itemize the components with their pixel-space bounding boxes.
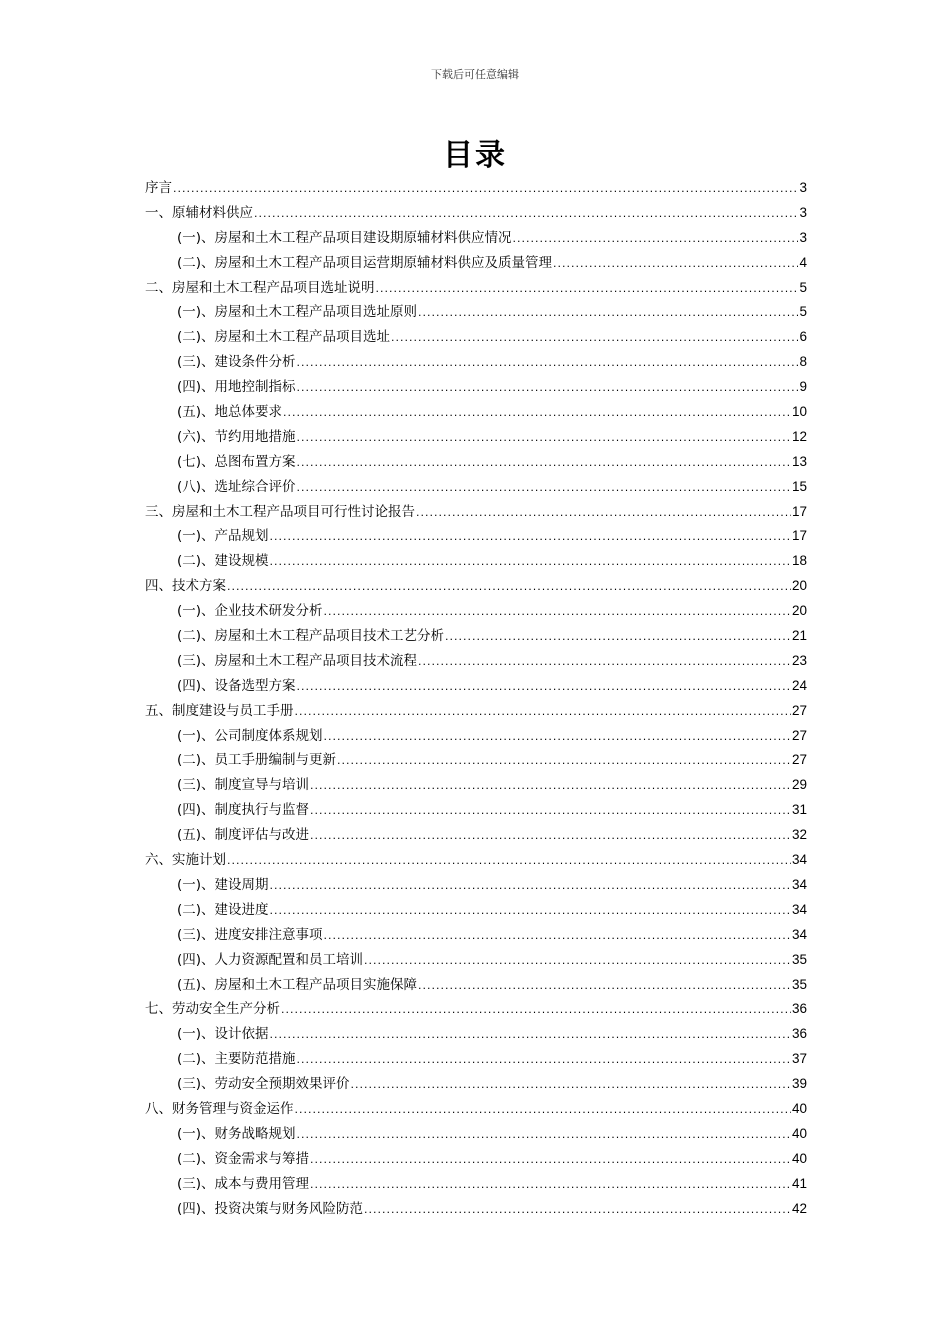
toc-entry-label: (一)、建设周期	[177, 876, 269, 893]
toc-entry[interactable]	[145, 524, 807, 549]
toc-entry-page-number: 13	[791, 453, 807, 469]
toc-entry-page-number: 6	[799, 329, 807, 345]
toc-entry-label: (三)、劳动安全预期效果评价	[177, 1076, 350, 1093]
toc-entry-page-number: 40	[791, 1125, 807, 1141]
toc-entry[interactable]	[145, 699, 807, 724]
toc-entry[interactable]	[145, 201, 807, 226]
toc-entry-page-number: 27	[791, 727, 807, 743]
toc-entry-page-number: 24	[791, 677, 807, 693]
toc-entry[interactable]	[145, 923, 807, 948]
toc-entry[interactable]	[145, 1172, 807, 1197]
toc-entry-label: (一)、企业技术研发分析	[177, 603, 323, 620]
toc-entry[interactable]	[145, 773, 807, 798]
toc-entry-label: (七)、总图布置方案	[177, 453, 296, 470]
toc-dot-leader	[310, 774, 791, 799]
toc-entry[interactable]	[145, 649, 807, 674]
toc-entry[interactable]	[145, 674, 807, 699]
toc-dot-leader	[297, 426, 791, 451]
toc-dot-leader	[310, 824, 791, 849]
toc-entry-label: (一)、公司制度体系规划	[177, 727, 323, 744]
toc-entry[interactable]	[145, 1047, 807, 1072]
toc-entry-label: (四)、设备选型方案	[177, 677, 296, 694]
toc-dot-leader	[513, 227, 799, 252]
toc-entry[interactable]	[145, 350, 807, 375]
toc-entry-page-number: 17	[791, 503, 807, 519]
toc-entry-page-number: 35	[791, 951, 807, 967]
toc-entry-label: (六)、节约用地措施	[177, 428, 296, 445]
toc-dot-leader	[270, 525, 791, 550]
toc-dot-leader	[351, 1073, 791, 1098]
toc-dot-leader	[324, 600, 791, 625]
toc-entry[interactable]	[145, 276, 807, 301]
toc-entry-page-number: 41	[791, 1175, 807, 1191]
toc-entry[interactable]	[145, 400, 807, 425]
toc-entry[interactable]	[145, 848, 807, 873]
toc-dot-leader	[324, 725, 791, 750]
toc-dot-leader	[297, 376, 799, 401]
header-note: 下载后可任意编辑	[431, 68, 519, 81]
toc-entry-page-number: 20	[791, 603, 807, 619]
toc-dot-leader	[270, 1023, 791, 1048]
toc-entry[interactable]	[145, 375, 807, 400]
toc-entry[interactable]	[145, 1197, 807, 1222]
toc-entry-label: (五)、房屋和土木工程产品项目实施保障	[177, 976, 418, 993]
toc-dot-leader	[418, 650, 791, 675]
toc-entry[interactable]	[145, 251, 807, 276]
toc-entry-page-number: 20	[791, 578, 807, 594]
toc-entry-page-number: 34	[791, 876, 807, 892]
toc-entry-page-number: 23	[791, 652, 807, 668]
toc-entry-label: (四)、用地控制指标	[177, 379, 296, 396]
toc-entry[interactable]	[145, 599, 807, 624]
toc-entry-label: (四)、投资决策与财务风险防范	[177, 1200, 364, 1217]
toc-entry[interactable]	[145, 973, 807, 998]
toc-entry-label: (二)、建设规模	[177, 553, 269, 570]
toc-entry[interactable]	[145, 500, 807, 525]
toc-entry-page-number: 3	[799, 229, 807, 245]
toc-dot-leader	[337, 749, 791, 774]
toc-dot-leader	[295, 700, 791, 725]
toc-entry-label: (三)、房屋和土木工程产品项目技术流程	[177, 652, 418, 669]
toc-dot-leader	[310, 799, 791, 824]
toc-entry-label: 一、原辅材料供应	[145, 204, 253, 221]
toc-entry-page-number: 4	[799, 254, 807, 270]
toc-dot-leader	[297, 351, 799, 376]
toc-entry[interactable]	[145, 425, 807, 450]
toc-entry[interactable]	[145, 574, 807, 599]
toc-entry-page-number: 35	[791, 976, 807, 992]
toc-dot-leader	[297, 1048, 791, 1073]
toc-entry-label: (四)、人力资源配置和员工培训	[177, 951, 364, 968]
toc-entry-page-number: 12	[791, 428, 807, 444]
toc-entry[interactable]	[145, 226, 807, 251]
toc-entry[interactable]	[145, 1122, 807, 1147]
toc-entry-page-number: 27	[791, 702, 807, 718]
toc-entry-label: (二)、员工手册编制与更新	[177, 752, 337, 769]
toc-entry-page-number: 18	[791, 553, 807, 569]
toc-dot-leader	[283, 401, 791, 426]
toc-entry-label: (三)、建设条件分析	[177, 354, 296, 371]
toc-entry[interactable]	[145, 1147, 807, 1172]
toc-entry-page-number: 21	[791, 628, 807, 644]
toc-entry-label: (二)、主要防范措施	[177, 1051, 296, 1068]
toc-entry[interactable]	[145, 823, 807, 848]
toc-entry-page-number: 39	[791, 1076, 807, 1092]
toc-entry-label: (二)、房屋和土木工程产品项目技术工艺分析	[177, 628, 445, 645]
toc-entry-page-number: 8	[799, 354, 807, 370]
toc-entry-page-number: 36	[791, 1026, 807, 1042]
toc-dot-leader	[445, 625, 791, 650]
toc-dot-leader	[391, 326, 798, 351]
toc-entry-label: 五、制度建设与员工手册	[145, 702, 294, 719]
toc-entry[interactable]	[145, 997, 807, 1022]
toc-dot-leader	[270, 874, 791, 899]
toc-entry-label: (五)、地总体要求	[177, 404, 283, 421]
toc-entry[interactable]	[145, 549, 807, 574]
toc-entry-label: (三)、进度安排注意事项	[177, 926, 323, 943]
toc-entry-page-number: 34	[791, 901, 807, 917]
toc-entry[interactable]	[145, 898, 807, 923]
toc-entry-label: 四、技术方案	[145, 578, 226, 595]
toc-dot-leader	[297, 476, 791, 501]
toc-dot-leader	[310, 1173, 791, 1198]
toc-dot-leader	[254, 202, 798, 227]
toc-entry[interactable]	[145, 724, 807, 749]
toc-entry[interactable]	[145, 948, 807, 973]
toc-entry-page-number: 31	[791, 802, 807, 818]
toc-entry-label: (一)、设计依据	[177, 1026, 269, 1043]
table-of-contents	[145, 176, 807, 1221]
toc-entry-page-number: 34	[791, 852, 807, 868]
toc-entry-page-number: 9	[799, 379, 807, 395]
toc-dot-leader	[297, 675, 791, 700]
toc-entry[interactable]	[145, 450, 807, 475]
toc-dot-leader	[324, 924, 791, 949]
toc-entry[interactable]	[145, 475, 807, 500]
toc-entry[interactable]	[145, 748, 807, 773]
toc-entry-page-number: 37	[791, 1051, 807, 1067]
toc-entry-page-number: 3	[799, 180, 807, 195]
toc-entry-page-number: 10	[791, 404, 807, 420]
toc-entry[interactable]	[145, 176, 807, 201]
toc-entry-label: (一)、房屋和土木工程产品项目选址原则	[177, 304, 418, 321]
toc-entry-label: (三)、制度宣导与培训	[177, 777, 310, 794]
toc-entry-page-number: 40	[791, 1150, 807, 1166]
toc-entry-label: (四)、制度执行与监督	[177, 802, 310, 819]
toc-entry-label: 八、财务管理与资金运作	[145, 1100, 294, 1117]
toc-entry-label: 二、房屋和土木工程产品项目选址说明	[145, 279, 375, 296]
toc-entry-label: 三、房屋和土木工程产品项目可行性讨论报告	[145, 503, 415, 520]
toc-dot-leader	[281, 998, 791, 1023]
toc-entry[interactable]	[145, 300, 807, 325]
toc-entry[interactable]	[145, 624, 807, 649]
toc-title: 目录	[443, 138, 507, 173]
toc-dot-leader	[376, 277, 799, 302]
toc-dot-leader	[364, 949, 791, 974]
toc-entry-label: (二)、房屋和土木工程产品项目运营期原辅材料供应及质量管理	[177, 254, 553, 271]
toc-entry[interactable]	[145, 1097, 807, 1122]
toc-entry-label: 七、劳动安全生产分析	[145, 1001, 280, 1018]
toc-entry-page-number: 40	[791, 1100, 807, 1116]
toc-dot-leader	[295, 1098, 791, 1123]
toc-entry-page-number: 42	[791, 1200, 807, 1216]
toc-entry-page-number: 32	[791, 827, 807, 843]
toc-entry-page-number: 5	[799, 279, 807, 295]
toc-dot-leader	[227, 575, 791, 600]
toc-entry-label: (三)、成本与费用管理	[177, 1175, 310, 1192]
toc-dot-leader	[418, 974, 791, 999]
toc-entry-page-number: 29	[791, 777, 807, 793]
toc-entry-label: (二)、房屋和土木工程产品项目选址	[177, 329, 391, 346]
toc-entry-label: (一)、财务战略规划	[177, 1125, 296, 1142]
toc-dot-leader	[553, 252, 798, 277]
toc-dot-leader	[364, 1198, 791, 1223]
toc-entry-page-number: 34	[791, 926, 807, 942]
toc-entry-page-number: 17	[791, 528, 807, 544]
toc-dot-leader	[227, 849, 791, 874]
toc-dot-leader	[173, 177, 798, 202]
toc-entry-label: (五)、制度评估与改进	[177, 827, 310, 844]
toc-dot-leader	[416, 501, 791, 526]
toc-entry-label: (二)、资金需求与筹措	[177, 1150, 310, 1167]
toc-entry[interactable]	[145, 325, 807, 350]
toc-entry-page-number: 5	[799, 304, 807, 320]
toc-entry-page-number: 27	[791, 752, 807, 768]
toc-entry-label: (八)、选址综合评价	[177, 478, 296, 495]
toc-entry-label: (二)、建设进度	[177, 901, 269, 918]
toc-entry[interactable]	[145, 1022, 807, 1047]
toc-dot-leader	[418, 301, 798, 326]
toc-dot-leader	[270, 899, 791, 924]
toc-entry[interactable]	[145, 1072, 807, 1097]
toc-dot-leader	[270, 550, 791, 575]
toc-entry-label: 序言	[145, 180, 172, 196]
toc-entry-label: (一)、产品规划	[177, 528, 269, 545]
toc-entry-page-number: 15	[791, 478, 807, 494]
toc-dot-leader	[310, 1148, 791, 1173]
toc-entry-page-number: 3	[799, 204, 807, 220]
toc-entry[interactable]	[145, 798, 807, 823]
toc-dot-leader	[297, 451, 791, 476]
toc-entry-page-number: 36	[791, 1001, 807, 1017]
toc-entry-label: 六、实施计划	[145, 852, 226, 869]
toc-entry-label: (一)、房屋和土木工程产品项目建设期原辅材料供应情况	[177, 229, 512, 246]
toc-dot-leader	[297, 1123, 791, 1148]
toc-entry[interactable]	[145, 873, 807, 898]
